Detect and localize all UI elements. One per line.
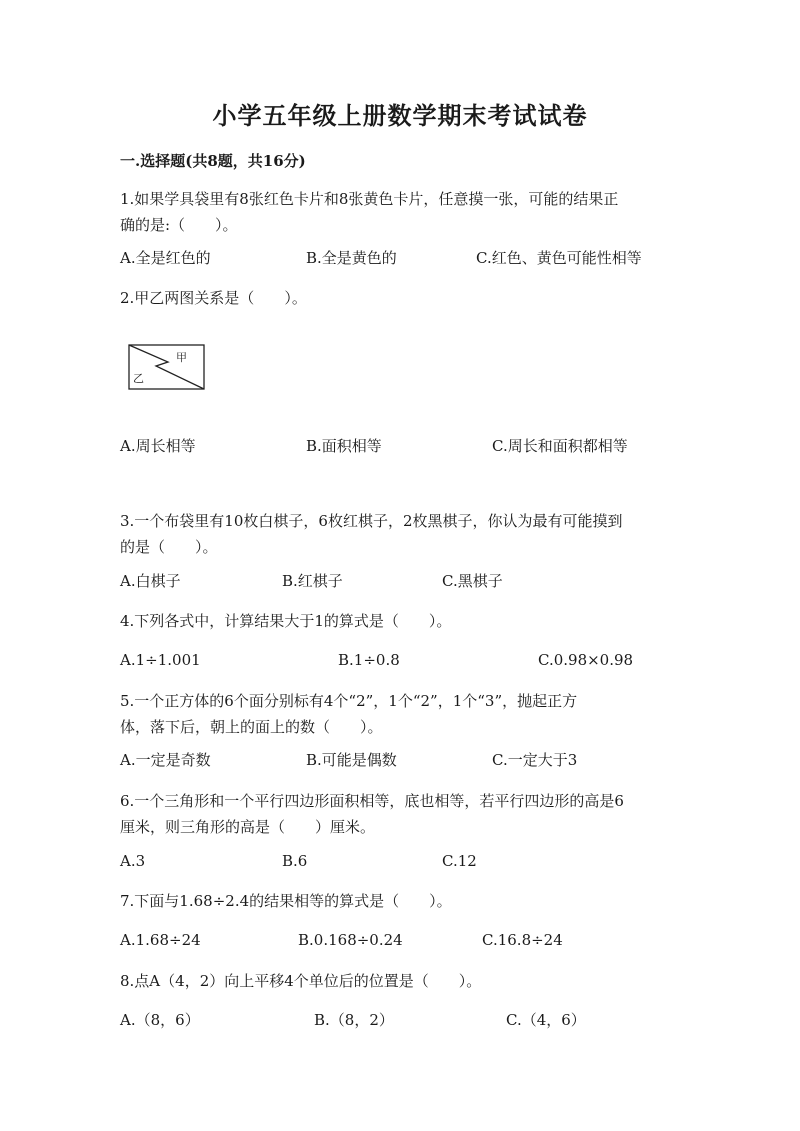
option-b[interactable]: B.（8，2） (314, 1011, 394, 1029)
option-b[interactable]: B.全是黄色的 (306, 249, 397, 267)
option-c[interactable]: C.红色、黄色可能性相等 (476, 249, 642, 267)
option-a[interactable]: A.周长相等 (120, 437, 196, 455)
option-b[interactable]: B.0.168÷0.24 (298, 931, 403, 949)
section-heading: 一.选择题(共8题，共16分) (120, 152, 306, 170)
page-title: 小学五年级上册数学期末考试试卷 (212, 101, 588, 130)
option-a[interactable]: A.白棋子 (120, 572, 181, 590)
question-text-line: 的是（ ）。 (120, 538, 218, 556)
question-6 (120, 788, 680, 840)
question-3 (120, 508, 680, 560)
option-c[interactable]: C.黑棋子 (442, 572, 503, 590)
option-b[interactable]: B.6 (282, 852, 308, 870)
figure-label-yi: 乙 (133, 372, 144, 385)
question-7 (120, 888, 680, 914)
question-text-line: 5.一个正方体的6个面分别标有4个“2”，1个“2”，1个“3”，抛起正方 (120, 692, 578, 710)
option-b[interactable]: B.可能是偶数 (306, 751, 397, 769)
question-text-line: 7.下面与1.68÷2.4的结果相等的算式是（ ）。 (120, 892, 452, 910)
question-text-line: 厘米，则三角形的高是（ ）厘米。 (120, 818, 376, 836)
figure-rectangle-diagram (128, 344, 208, 396)
question-text-line: 2.甲乙两图关系是（ ）。 (120, 289, 307, 307)
question-8 (120, 968, 680, 994)
question-text-line: 体，落下后，朝上的面上的数（ ）。 (120, 718, 383, 736)
question-2 (120, 285, 680, 311)
option-b[interactable]: B.面积相等 (306, 437, 382, 455)
option-a[interactable]: A.1÷1.001 (120, 651, 201, 669)
option-c[interactable]: C.12 (442, 852, 477, 870)
option-c[interactable]: C.周长和面积都相等 (492, 437, 628, 455)
option-a[interactable]: A.3 (120, 852, 146, 870)
question-text-line: 6.一个三角形和一个平行四边形面积相等，底也相等，若平行四边形的高是6 (120, 792, 624, 810)
question-text-line: 确的是:（ ）。 (120, 216, 238, 234)
question-5 (120, 688, 680, 740)
question-text-line: 1.如果学具袋里有8张红色卡片和8张黄色卡片，任意摸一张，可能的结果正 (120, 190, 619, 208)
option-a[interactable]: A.全是红色的 (120, 249, 211, 267)
option-c[interactable]: C.0.98×0.98 (538, 651, 634, 669)
figure-label-jia: 甲 (176, 351, 187, 364)
question-1 (120, 186, 680, 238)
option-a[interactable]: A.（8，6） (120, 1011, 200, 1029)
question-4 (120, 608, 680, 634)
question-text-line: 3.一个布袋里有10枚白棋子，6枚红棋子，2枚黑棋子，你认为最有可能摸到 (120, 512, 623, 530)
option-b[interactable]: B.1÷0.8 (338, 651, 400, 669)
option-a[interactable]: A.1.68÷24 (120, 931, 201, 949)
rectangle-split-figure (128, 344, 208, 392)
option-c[interactable]: C.16.8÷24 (482, 931, 563, 949)
option-b[interactable]: B.红棋子 (282, 572, 343, 590)
option-c[interactable]: C.一定大于3 (492, 751, 578, 769)
option-a[interactable]: A.一定是奇数 (120, 751, 211, 769)
question-text-line: 4.下列各式中，计算结果大于1的算式是（ ）。 (120, 612, 452, 630)
question-text-line: 8.点A（4，2）向上平移4个单位后的位置是（ ）。 (120, 972, 482, 990)
option-c[interactable]: C.（4，6） (506, 1011, 586, 1029)
